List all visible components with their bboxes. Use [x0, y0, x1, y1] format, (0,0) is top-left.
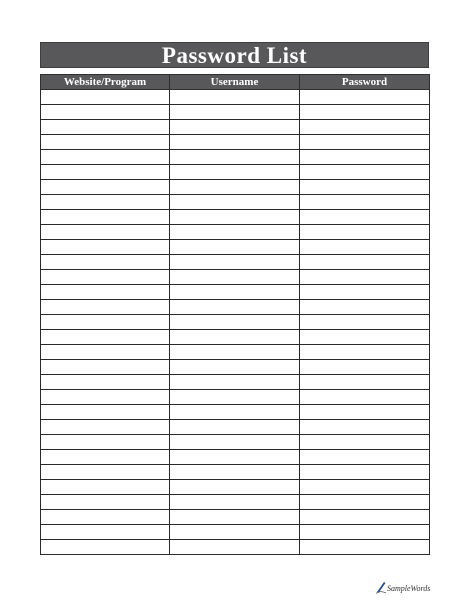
cell-username[interactable]: [170, 405, 300, 420]
cell-username[interactable]: [170, 210, 300, 225]
cell-password[interactable]: [300, 420, 430, 435]
cell-username[interactable]: [170, 120, 300, 135]
table-row: [41, 195, 430, 210]
cell-website[interactable]: [41, 255, 170, 270]
cell-website[interactable]: [41, 495, 170, 510]
cell-website[interactable]: [41, 90, 170, 105]
cell-username[interactable]: [170, 345, 300, 360]
cell-website[interactable]: [41, 480, 170, 495]
cell-username[interactable]: [170, 180, 300, 195]
table-row: [41, 285, 430, 300]
cell-website[interactable]: [41, 420, 170, 435]
cell-website[interactable]: [41, 540, 170, 555]
table-row: [41, 210, 430, 225]
table-row: [41, 270, 430, 285]
table-row: [41, 315, 430, 330]
table-row: [41, 150, 430, 165]
cell-username[interactable]: [170, 255, 300, 270]
cell-password[interactable]: [300, 150, 430, 165]
cell-password[interactable]: [300, 510, 430, 525]
cell-password[interactable]: [300, 540, 430, 555]
cell-website[interactable]: [41, 435, 170, 450]
cell-website[interactable]: [41, 375, 170, 390]
cell-website[interactable]: [41, 345, 170, 360]
cell-username[interactable]: [170, 105, 300, 120]
cell-username[interactable]: [170, 240, 300, 255]
cell-username[interactable]: [170, 465, 300, 480]
page-title: Password List: [40, 42, 429, 68]
table-row: [41, 105, 430, 120]
cell-username[interactable]: [170, 315, 300, 330]
table-row: [41, 420, 430, 435]
cell-password[interactable]: [300, 480, 430, 495]
cell-username[interactable]: [170, 150, 300, 165]
cell-website[interactable]: [41, 450, 170, 465]
cell-username[interactable]: [170, 525, 300, 540]
table-row: [41, 390, 430, 405]
cell-website[interactable]: [41, 300, 170, 315]
cell-password[interactable]: [300, 180, 430, 195]
cell-username[interactable]: [170, 540, 300, 555]
table-body: [41, 90, 430, 555]
cell-password[interactable]: [300, 240, 430, 255]
table-row: [41, 375, 430, 390]
cell-username[interactable]: [170, 270, 300, 285]
table-row: [41, 300, 430, 315]
table-row: [41, 435, 430, 450]
cell-password[interactable]: [300, 270, 430, 285]
cell-username[interactable]: [170, 510, 300, 525]
cell-password[interactable]: [300, 345, 430, 360]
table-row: [41, 120, 430, 135]
cell-username[interactable]: [170, 450, 300, 465]
cell-username[interactable]: [170, 285, 300, 300]
column-header-username: Username: [170, 75, 300, 90]
table-row: [41, 465, 430, 480]
table-row: [41, 240, 430, 255]
cell-password[interactable]: [300, 360, 430, 375]
cell-website[interactable]: [41, 240, 170, 255]
cell-website[interactable]: [41, 150, 170, 165]
cell-password[interactable]: [300, 300, 430, 315]
cell-password[interactable]: [300, 90, 430, 105]
cell-website[interactable]: [41, 195, 170, 210]
cell-username[interactable]: [170, 90, 300, 105]
cell-password[interactable]: [300, 405, 430, 420]
cell-website[interactable]: [41, 330, 170, 345]
table-row: [41, 345, 430, 360]
cell-website[interactable]: [41, 390, 170, 405]
table-row: [41, 360, 430, 375]
cell-username[interactable]: [170, 330, 300, 345]
cell-username[interactable]: [170, 495, 300, 510]
cell-website[interactable]: [41, 315, 170, 330]
cell-website[interactable]: [41, 225, 170, 240]
cell-website[interactable]: [41, 135, 170, 150]
cell-password[interactable]: [300, 450, 430, 465]
table-row: [41, 225, 430, 240]
table-row: [41, 450, 430, 465]
table-row: [41, 90, 430, 105]
cell-website[interactable]: [41, 105, 170, 120]
cell-website[interactable]: [41, 285, 170, 300]
cell-password[interactable]: [300, 495, 430, 510]
cell-password[interactable]: [300, 285, 430, 300]
cell-username[interactable]: [170, 225, 300, 240]
column-header-website: Website/Program: [41, 75, 170, 90]
cell-password[interactable]: [300, 210, 430, 225]
table-row: [41, 510, 430, 525]
cell-password[interactable]: [300, 330, 430, 345]
cell-website[interactable]: [41, 270, 170, 285]
cell-password[interactable]: [300, 135, 430, 150]
cell-password[interactable]: [300, 435, 430, 450]
cell-password[interactable]: [300, 225, 430, 240]
samplewords-logo: [375, 580, 430, 594]
cell-username[interactable]: [170, 300, 300, 315]
cell-website[interactable]: [41, 405, 170, 420]
table-row: [41, 330, 430, 345]
cell-username[interactable]: [170, 390, 300, 405]
cell-username[interactable]: [170, 435, 300, 450]
cell-username[interactable]: [170, 165, 300, 180]
cell-website[interactable]: [41, 360, 170, 375]
cell-password[interactable]: [300, 195, 430, 210]
cell-website[interactable]: [41, 510, 170, 525]
cell-username[interactable]: [170, 375, 300, 390]
table-row: [41, 480, 430, 495]
cell-password[interactable]: [300, 255, 430, 270]
table-row: [41, 165, 430, 180]
cell-username[interactable]: [170, 195, 300, 210]
cell-password[interactable]: [300, 120, 430, 135]
pen-icon: [375, 580, 387, 594]
cell-password[interactable]: [300, 525, 430, 540]
cell-password[interactable]: [300, 390, 430, 405]
table-row: [41, 135, 430, 150]
cell-website[interactable]: [41, 210, 170, 225]
cell-website[interactable]: [41, 465, 170, 480]
table-row: [41, 525, 430, 540]
cell-username[interactable]: [170, 480, 300, 495]
logo-text: SampleWords: [387, 584, 431, 593]
cell-password[interactable]: [300, 165, 430, 180]
cell-password[interactable]: [300, 375, 430, 390]
table-row: [41, 180, 430, 195]
table-header-row: [41, 75, 430, 90]
table-row: [41, 495, 430, 510]
cell-website[interactable]: [41, 180, 170, 195]
table-row: [41, 255, 430, 270]
column-header-password: Password: [300, 75, 430, 90]
table-row: [41, 540, 430, 555]
password-table: [40, 74, 430, 555]
cell-username[interactable]: [170, 360, 300, 375]
cell-password[interactable]: [300, 465, 430, 480]
cell-password[interactable]: [300, 315, 430, 330]
cell-username[interactable]: [170, 420, 300, 435]
cell-password[interactable]: [300, 105, 430, 120]
cell-website[interactable]: [41, 525, 170, 540]
cell-website[interactable]: [41, 120, 170, 135]
table-row: [41, 405, 430, 420]
cell-username[interactable]: [170, 135, 300, 150]
cell-website[interactable]: [41, 165, 170, 180]
